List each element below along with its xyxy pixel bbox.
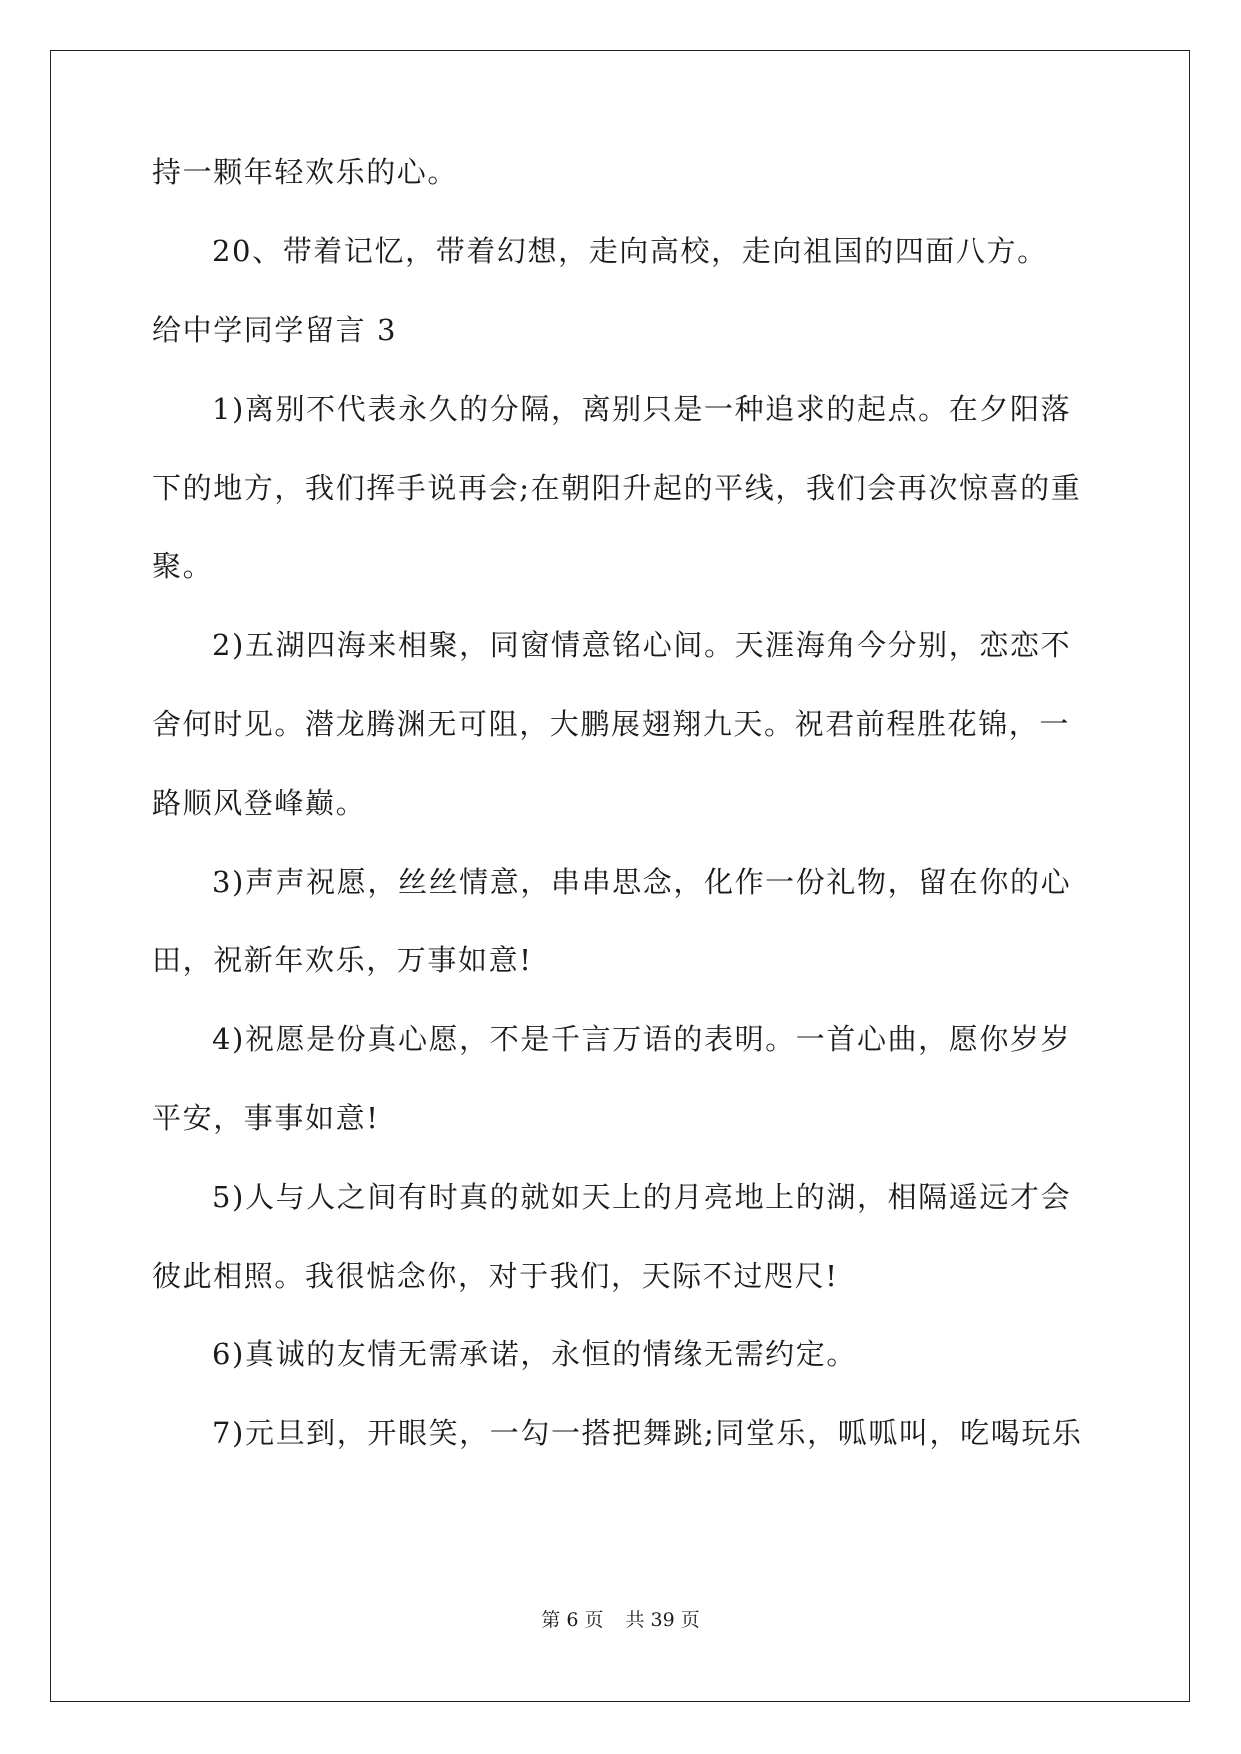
text-line: 20、带着记忆，带着幻想，走向高校，走向祖国的四面八方。 bbox=[212, 234, 1048, 268]
text-line: 平安，事事如意! bbox=[152, 1101, 380, 1135]
text-line: 3)声声祝愿，丝丝情意，串串思念，化作一份礼物，留在你的心 bbox=[212, 865, 1072, 899]
text-line: 2)五湖四海来相聚，同窗情意铭心间。天涯海角今分别，恋恋不 bbox=[212, 628, 1072, 662]
page-number: 第 6 页 bbox=[541, 1609, 604, 1631]
text-line: 下的地方，我们挥手说再会;在朝阳升起的平线，我们会再次惊喜的重 bbox=[152, 471, 1082, 505]
text-line: 7)元旦到，开眼笑，一勾一搭把舞跳;同堂乐，呱呱叫，吃喝玩乐 bbox=[212, 1416, 1083, 1450]
text-line: 6)真诚的友情无需承诺，永恒的情缘无需约定。 bbox=[212, 1337, 857, 1371]
text-line: 舍何时见。潜龙腾渊无可阻，大鹏展翅翔九天。祝君前程胜花锦，一 bbox=[152, 707, 1071, 741]
text-line: 1)离别不代表永久的分隔，离别只是一种追求的起点。在夕阳落 bbox=[212, 392, 1072, 426]
text-line: 5)人与人之间有时真的就如天上的月亮地上的湖，相隔遥远才会 bbox=[212, 1180, 1072, 1214]
text-line: 路顺风登峰巅。 bbox=[152, 786, 367, 820]
text-line: 聚。 bbox=[152, 549, 214, 583]
text-line: 彼此相照。我很惦念你，对于我们，天际不过咫尺! bbox=[152, 1259, 839, 1293]
section-heading: 给中学同学留言 3 bbox=[152, 313, 398, 347]
text-line: 4)祝愿是份真心愿，不是千言万语的表明。一首心曲，愿你岁岁 bbox=[212, 1022, 1072, 1056]
page-footer bbox=[0, 1608, 1241, 1632]
text-line: 田，祝新年欢乐，万事如意! bbox=[152, 943, 533, 977]
page-total: 共 39 页 bbox=[625, 1609, 700, 1631]
text-line: 持一颗年轻欢乐的心。 bbox=[152, 155, 459, 189]
